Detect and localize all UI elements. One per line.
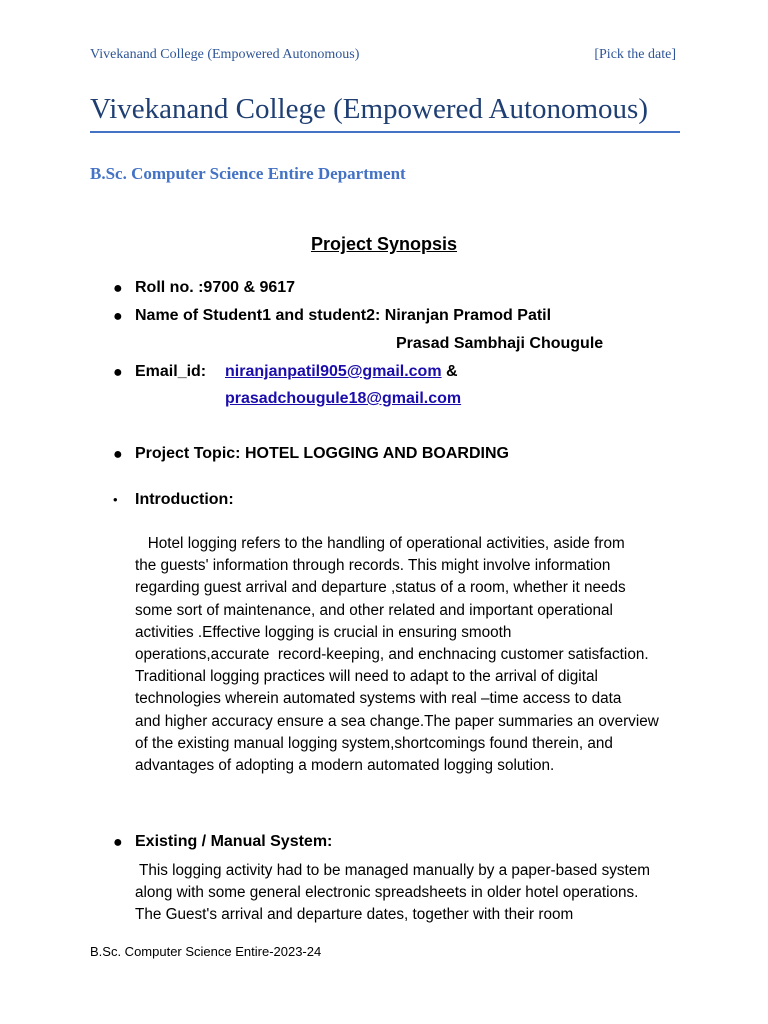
intro-line: and higher accuracy ensure a sea change.The paper summaries an overview (135, 712, 659, 730)
intro-line: some sort of maintenance, and other related and important operational (135, 601, 613, 619)
existing-system-heading: Existing / Manual System: (135, 833, 333, 850)
bullet-icon: ● (113, 446, 123, 463)
bullet-icon: ● (113, 280, 123, 297)
page-footer: B.Sc. Computer Science Entire-2023-24 (90, 944, 322, 959)
intro-line: activities .Effective logging is crucial in ensuring smooth (135, 623, 512, 641)
email-label: Email_id: (135, 363, 207, 380)
existing-line: along with some general electronic spreadsheets in older hotel operations. (135, 884, 639, 902)
bullet-icon: ● (113, 364, 123, 381)
email-link-2[interactable]: prasadchougule18@gmail.com (225, 390, 462, 407)
roll-number: Roll no. :9700 & 9617 (135, 279, 296, 296)
email-ampersand: & (446, 363, 458, 380)
existing-line: This logging activity had to be managed manually by a paper-based system (135, 862, 651, 879)
title-underline-rule (90, 131, 680, 133)
bullet-icon: ● (113, 834, 123, 851)
intro-line: technologies wherein automated systems with real –time access to data (135, 690, 622, 708)
intro-line: Traditional logging practices will need to adapt to the arrival of digital (135, 668, 598, 686)
existing-line: The Guest's arrival and departure dates, together with their room (135, 906, 574, 924)
intro-line: regarding guest arrival and departure ,status of a room, whether it needs (135, 579, 626, 597)
intro-line: Hotel logging refers to the handling of operational activities, aside from (135, 535, 625, 552)
existing-system-paragraph (135, 860, 685, 927)
email-row-1 (225, 363, 458, 381)
date-placeholder[interactable]: [Pick the date] (594, 47, 676, 62)
running-header-title: Vivekanand College (Empowered Autonomous) (90, 47, 360, 62)
student-names: Name of Student1 and student2: Niranjan Pramod Patil (135, 307, 552, 324)
intro-line: the guests' information through records. This might involve information (135, 557, 611, 575)
bullet-icon: • (113, 492, 118, 507)
introduction-heading: Introduction: (135, 491, 234, 508)
student2-name: Prasad Sambhaji Chougule (396, 335, 604, 352)
project-topic: Project Topic: HOTEL LOGGING AND BOARDING (135, 445, 509, 462)
intro-line: advantages of adopting a modern automated logging solution. (135, 757, 555, 775)
email-row-2 (225, 390, 461, 408)
synopsis-heading: Project Synopsis (310, 234, 458, 254)
intro-line: of the existing manual logging system,shortcomings found therein, and (135, 734, 613, 752)
document-title: Vivekanand College (Empowered Autonomous) (90, 93, 648, 125)
bullet-icon: ● (113, 308, 123, 325)
department-subtitle: B.Sc. Computer Science Entire Department (90, 164, 406, 183)
email-link-1[interactable]: niranjanpatil905@gmail.com (225, 363, 442, 380)
intro-line: operations,accurate record-keeping, and enchnacing customer satisfaction. (135, 646, 649, 664)
introduction-paragraph (135, 533, 685, 777)
